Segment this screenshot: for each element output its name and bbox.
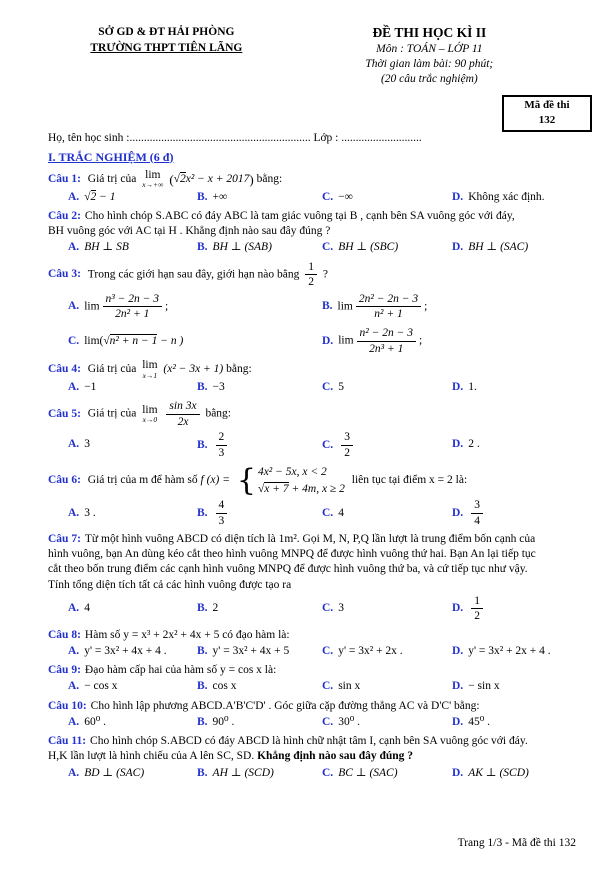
q7-label: Câu 7: (48, 533, 81, 546)
option-text: 3 . (84, 506, 96, 519)
q10-label: Câu 10: (48, 699, 87, 712)
option-letter: C. (322, 381, 334, 394)
header-left (48, 24, 285, 87)
q6-function: f (x) = (200, 474, 230, 487)
fraction-numerator: 3 (341, 430, 353, 445)
option-text: − 1 (96, 190, 116, 203)
option-letter: A. (68, 506, 80, 519)
q9-option-a (68, 679, 197, 694)
exam-duration: Thời gian làm bài: 90 phút; (365, 57, 494, 70)
q9-option-d (452, 679, 574, 694)
q6-option-a (68, 506, 197, 521)
q1-statement (48, 170, 574, 189)
q3-pre: Trong các giới hạn sau đây, giới hạn nào bằng (87, 268, 300, 281)
option-text: − sin x (468, 680, 500, 693)
option-text: BH ⊥ (SAB) (212, 241, 272, 254)
option-letter: A. (68, 715, 80, 728)
q4-statement (48, 360, 574, 379)
q1-post: bằng: (256, 172, 283, 185)
q6-statement (48, 464, 574, 497)
q3-option-b (322, 292, 574, 322)
option-letter: A. (68, 766, 80, 779)
q11-label: Câu 11: (48, 735, 87, 748)
fraction (471, 594, 483, 624)
fraction (341, 430, 353, 460)
fraction (216, 498, 228, 528)
fraction-denominator: 2x (177, 415, 189, 428)
q2-option-c (322, 240, 452, 255)
option-text: 4 (338, 506, 344, 519)
q2-option-d (452, 240, 574, 255)
question-10 (48, 699, 574, 731)
option-text: −1 (84, 381, 97, 394)
q10-option-b (197, 715, 322, 730)
q2-label: Câu 2: (48, 210, 81, 223)
question-9 (48, 663, 574, 695)
option-text: 1. (468, 381, 477, 394)
q9-text: Đạo hàm cấp hai của hàm số y = cos x là: (84, 664, 277, 677)
q3-option-a (68, 292, 322, 322)
q7-options (48, 594, 574, 624)
lim-word: lim (142, 359, 158, 372)
option-text: 4 (84, 601, 90, 614)
q1-label: Câu 1: (48, 172, 81, 185)
option-text: 30⁰ . (338, 715, 361, 728)
q8-option-c (322, 644, 452, 659)
option-letter: D. (452, 381, 464, 394)
lim-subscript: x→+∞ (142, 180, 164, 190)
exam-subject: Môn : TOÁN – LỚP 11 (376, 42, 483, 55)
section-title: I. TRẮC NGHIỆM (6 đ) (48, 149, 174, 164)
sqrt-arg: 2 (90, 190, 97, 203)
q6-option-c (322, 506, 452, 521)
option-letter: D. (452, 644, 464, 657)
option-letter: A. (68, 381, 80, 394)
fraction (356, 292, 421, 322)
q1-option-d (452, 190, 574, 205)
lim-operator (142, 405, 157, 424)
option-letter: D. (322, 334, 334, 347)
open-paren: ( (169, 171, 174, 187)
option-text: 2 (212, 601, 219, 614)
q7-option-d (452, 594, 574, 624)
fraction (103, 292, 162, 322)
exam-format: (20 câu trắc nghiệm) (380, 73, 478, 86)
q1-pre: Giá trị của (87, 172, 137, 185)
header-right (285, 24, 574, 87)
piecewise-brace (237, 464, 345, 497)
q7-line4: Tính tổng diện tích tất cả các hình vuông được tạo ra (48, 578, 292, 591)
option-text: AH ⊥ (SCD) (212, 766, 274, 779)
q2-options (48, 240, 574, 255)
q10-options (48, 715, 574, 730)
fraction-numerator: 3 (471, 498, 483, 513)
option-text: sin x (338, 680, 361, 693)
fraction-denominator: 2 (344, 446, 350, 459)
exam-code-label: Mã đề thi (524, 99, 570, 111)
option-letter: B. (197, 381, 208, 394)
question-7 (48, 532, 574, 623)
q10-option-a (68, 715, 197, 730)
close-paren: ) (249, 171, 254, 187)
option-letter: D. (452, 438, 464, 451)
q4-post: bằng: (226, 362, 252, 375)
option-letter: B. (197, 601, 208, 614)
option-letter: C. (322, 680, 334, 693)
option-text: − n ) (157, 334, 184, 347)
question-8 (48, 628, 574, 660)
sqrt (258, 482, 289, 495)
option-letter: A. (68, 299, 80, 312)
lim-word: lim (145, 168, 161, 181)
school-name: TRƯỜNG THPT TIÊN LÃNG (90, 42, 243, 55)
q7-option-c (322, 601, 452, 616)
q4-option-c (322, 380, 452, 395)
q4-label: Câu 4: (48, 362, 81, 375)
q3-label: Câu 3: (48, 268, 81, 281)
q11-option-d (452, 766, 574, 781)
q6-option-d (452, 498, 574, 528)
option-text: BC ⊥ (SAC) (338, 766, 398, 779)
q1-option-b (197, 190, 322, 205)
option-letter: C. (322, 190, 334, 203)
q7-line3: cắt theo bốn trung điểm các cạnh hình vuông MNPQ để được hình vuông thứ ba, và cứ tiếp tục như vậy. (48, 563, 528, 576)
fraction-denominator: 2 (474, 610, 480, 623)
q5-post: bằng: (205, 407, 232, 420)
option-letter: B. (197, 241, 208, 254)
sqrt-arg: x + 7 (264, 482, 289, 495)
option-text: ; (424, 299, 428, 312)
lim-subscript: x→1 (142, 370, 158, 380)
option-text: 2 . (468, 438, 480, 451)
q2-option-b (197, 240, 322, 255)
q8-statement (48, 628, 574, 643)
name-blank: ............................................................... (129, 132, 311, 145)
q5-option-d (452, 437, 574, 452)
sqrt (84, 190, 96, 203)
q5-option-a (68, 437, 197, 452)
option-text: cos x (212, 680, 237, 693)
q9-label: Câu 9: (48, 664, 81, 677)
option-text: BH ⊥ (SAC) (468, 241, 529, 254)
q5-options (48, 430, 574, 460)
option-letter: A. (68, 680, 80, 693)
option-text: − cos x (84, 680, 118, 693)
option-letter: C. (322, 644, 334, 657)
option-letter: D. (452, 241, 464, 254)
q10-option-c (322, 715, 452, 730)
option-letter: C. (322, 241, 334, 254)
header (48, 24, 574, 87)
q10-option-d (452, 715, 574, 730)
fraction (216, 430, 228, 460)
fraction (305, 260, 317, 290)
option-letter: C. (68, 334, 80, 347)
lim-operator (142, 360, 157, 379)
option-text: BD ⊥ (SAC) (84, 766, 145, 779)
lim-operator (142, 170, 163, 189)
sqrt (103, 334, 157, 347)
fraction-numerator: 1 (305, 260, 317, 275)
q2-line1: Cho hình chóp S.ABC có đáy ABC là tam giác vuông tại B , cạnh bên SA vuông góc với đáy, (84, 210, 515, 223)
department-name: SỞ GD & ĐT HẢI PHÒNG (98, 26, 235, 38)
q5-pre: Giá trị của (87, 407, 137, 420)
option-text: 5 (338, 381, 344, 394)
q1-option-c (322, 190, 452, 205)
fraction (471, 498, 483, 528)
option-letter: D. (452, 680, 464, 693)
q3-post: ? (322, 268, 328, 281)
question-1 (48, 170, 574, 205)
q2-option-a (68, 240, 197, 255)
sqrt (174, 172, 186, 185)
lim-word: lim( (84, 334, 104, 347)
q4-options (48, 380, 574, 395)
q6-options (48, 498, 574, 528)
q6-pre: Giá trị của m để hàm số (87, 474, 198, 487)
option-letter: A. (68, 438, 80, 451)
sqrt-arg: n² + n − 1 (109, 334, 158, 347)
class-blank: ............................ (341, 132, 422, 145)
q3-statement (48, 260, 574, 290)
option-text: 60⁰ . (84, 715, 107, 728)
option-letter: A. (68, 190, 80, 203)
fraction-denominator: 3 (218, 446, 225, 459)
q1-option-a (68, 190, 197, 205)
q11-options (48, 766, 574, 781)
option-letter: D. (452, 506, 464, 519)
q3-option-c (68, 334, 322, 349)
q3-option-d (322, 326, 574, 356)
option-text: ; (419, 334, 423, 347)
q11-line1: Cho hình chóp S.ABCD có đáy ABCD là hình chữ nhật tâm I, cạnh bên SA vuông góc với đáy. (90, 735, 528, 748)
question-2 (48, 209, 574, 256)
option-text: 3 (84, 438, 90, 451)
fraction-denominator: 2n² + 1 (115, 307, 150, 320)
option-letter: C. (322, 601, 334, 614)
q9-options (48, 679, 574, 694)
option-letter: B. (197, 680, 208, 693)
option-letter: D. (452, 715, 464, 728)
lim-word: lim (84, 299, 100, 312)
option-letter: B. (197, 715, 208, 728)
option-letter: D. (452, 190, 464, 203)
fraction-numerator: 1 (471, 594, 483, 609)
option-letter: A. (68, 644, 80, 657)
q11-option-a (68, 766, 197, 781)
question-3 (48, 260, 574, 356)
option-letter: B. (197, 190, 208, 203)
option-letter: B. (197, 766, 208, 779)
fraction-numerator: 2n² − 2n − 3 (356, 292, 421, 307)
option-letter: B. (197, 644, 208, 657)
exam-title: ĐỀ THI HỌC KÌ II (372, 25, 487, 40)
option-letter: C. (322, 715, 334, 728)
option-letter: B. (322, 299, 333, 312)
q9-option-c (322, 679, 452, 694)
option-letter: D. (452, 602, 464, 615)
q4-option-d (452, 380, 574, 395)
q4-expr: (x² − 3x + 1) (163, 362, 224, 375)
option-text: 45⁰ . (468, 715, 491, 728)
q2-statement (48, 209, 574, 224)
q5-option-b (197, 430, 322, 460)
q1-options (48, 190, 574, 205)
fraction (357, 326, 416, 356)
question-5 (48, 399, 574, 460)
fraction-denominator: n² + 1 (374, 307, 403, 320)
exam-code-value: 132 (538, 114, 556, 127)
q4-option-a (68, 380, 197, 395)
q4-pre: Giá trị của (87, 362, 137, 375)
q7-option-b (197, 601, 322, 616)
option-letter: A. (68, 241, 80, 254)
q5-statement (48, 399, 574, 429)
question-6 (48, 464, 574, 528)
q11-option-b (197, 766, 322, 781)
lim-word: lim (142, 403, 158, 416)
q8-option-b (197, 644, 322, 659)
option-letter: C. (322, 438, 334, 451)
option-text: y' = 3x² + 4x + 4 . (84, 644, 167, 657)
lim-subscript: x→0 (142, 415, 158, 425)
fraction-denominator: 3 (218, 514, 225, 527)
q8-option-d (452, 644, 574, 659)
q10-text: Cho hình lập phương ABCD.A'B'C'D' . Góc giữa cặp đường thẳng AC và D'C' bằng: (90, 699, 480, 712)
q11-line2-bold: Khẳng định nào sau đây đúng ? (257, 750, 414, 763)
q7-line1: Từ một hình vuông ABCD có diện tích là 1m². Gọi M, N, P,Q lần lượt là trung điểm bốn cạnh của (84, 533, 536, 546)
student-info-line (48, 131, 574, 146)
q11-statement (48, 734, 574, 749)
piecewise-row2-rest: + 4m, x ≥ 2 (288, 482, 345, 495)
class-label: Lớp : (313, 132, 339, 145)
q7-statement (48, 532, 574, 547)
lim-word: lim (338, 334, 354, 347)
fraction-numerator: 4 (216, 498, 228, 513)
exam-code-box (502, 95, 592, 132)
q6-post: liên tục tại điểm x = 2 là: (351, 474, 468, 487)
option-text: BH ⊥ (SBC) (338, 241, 399, 254)
option-text: y' = 3x² + 2x . (338, 644, 403, 657)
option-text: −∞ (338, 190, 353, 203)
question-4 (48, 360, 574, 395)
q6-label: Câu 6: (48, 474, 81, 487)
option-letter: C. (322, 506, 334, 519)
option-text: 90⁰ . (212, 715, 235, 728)
option-letter: C. (322, 766, 334, 779)
option-text: Không xác định. (468, 190, 545, 203)
lim-word: lim (337, 299, 353, 312)
q6-option-b (197, 498, 322, 528)
q7-option-a (68, 601, 197, 616)
option-text: y' = 3x² + 2x + 4 . (468, 644, 551, 657)
q8-label: Câu 8: (48, 628, 81, 641)
piecewise-row1: { 4x² − 5x, x < 2 (257, 465, 327, 478)
option-text: ; (165, 299, 169, 312)
q8-option-a (68, 644, 197, 659)
q11-option-c (322, 766, 452, 781)
page-footer: Trang 1/3 - Mã đề thi 132 (457, 836, 576, 849)
q1-expr: x² − x + 2017 (185, 172, 250, 185)
q7-line2: hình vuông, bạn An dùng kéo cắt theo hình vuông MNPQ để được hình vuông thứ hai. Bạn An lại tiếp tục (48, 548, 536, 561)
q5-label: Câu 5: (48, 407, 81, 420)
q8-options (48, 644, 574, 659)
option-letter: B. (197, 506, 208, 519)
q10-statement (48, 699, 574, 714)
fraction-numerator: 2 (216, 430, 228, 445)
q3-options (48, 292, 574, 357)
name-label: Họ, tên học sinh : (48, 132, 130, 145)
question-11 (48, 734, 574, 781)
q9-statement (48, 663, 574, 678)
piecewise-rows (258, 464, 345, 497)
fraction-denominator: 2 (308, 276, 314, 289)
fraction-denominator: 2n³ + 1 (369, 342, 404, 355)
q11-line2 (48, 749, 574, 764)
fraction (166, 399, 199, 429)
fraction-numerator: n² − 2n − 3 (357, 326, 416, 341)
sqrt-arg: 2 (179, 172, 186, 185)
piecewise-row2 (258, 481, 345, 498)
fraction-denominator: 4 (474, 514, 480, 527)
option-letter: D. (452, 766, 464, 779)
option-text: BH ⊥ SB (84, 241, 129, 254)
q5-option-c (322, 430, 452, 460)
q11-line2-normal: H,K lần lượt là hình chiếu của A lên SC, SD. (48, 750, 258, 763)
q9-option-b (197, 679, 322, 694)
option-letter: A. (68, 601, 80, 614)
option-text: AK ⊥ (SCD) (468, 766, 529, 779)
option-text: −3 (212, 381, 225, 394)
q4-option-b (197, 380, 322, 395)
fraction-numerator: n³ − 2n − 3 (103, 292, 162, 307)
option-text: 3 (338, 601, 344, 614)
option-text: +∞ (212, 190, 228, 203)
option-letter: B. (197, 438, 208, 451)
q2-line2: BH vuông góc với AC tại H . Khẳng định nào sau đây đúng ? (48, 225, 331, 238)
q8-text: Hàm số y = x³ + 2x² + 4x + 5 có đạo hàm là: (84, 628, 290, 641)
option-text: y' = 3x² + 4x + 5 (212, 644, 290, 657)
fraction-numerator: sin 3x (166, 399, 199, 414)
